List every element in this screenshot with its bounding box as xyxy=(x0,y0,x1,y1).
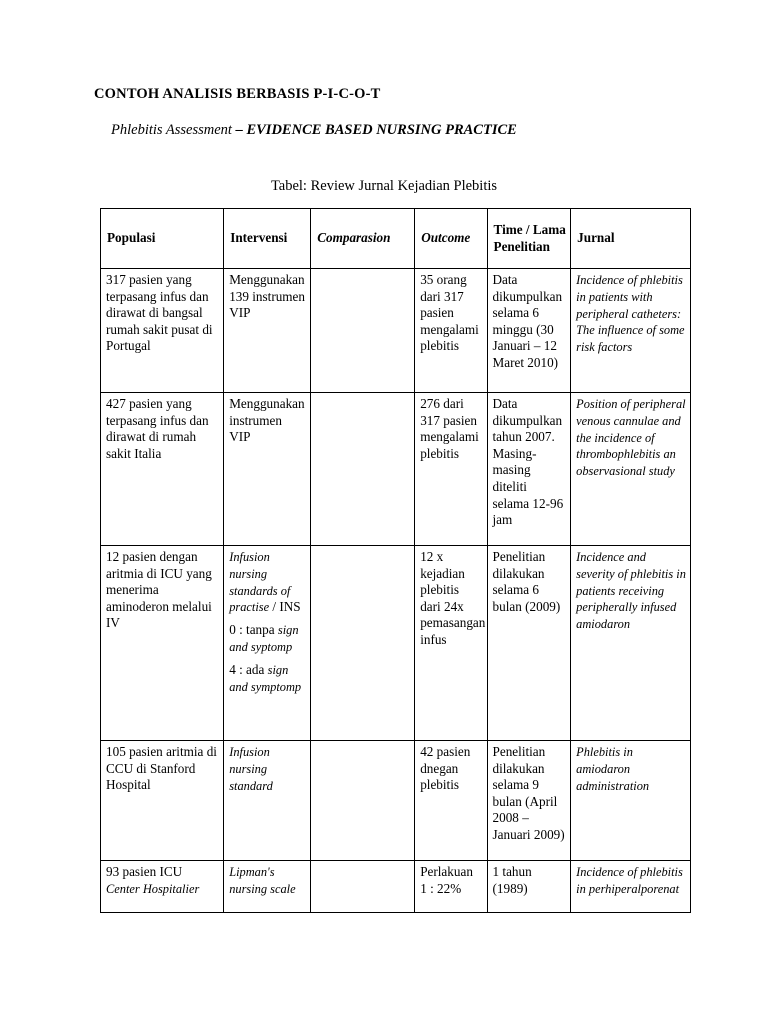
cell-populasi: 105 pasien aritmia di CCU di Stanford Hospital xyxy=(101,741,224,861)
intervensi-suffix: / INS xyxy=(269,599,301,615)
cell-jurnal: Incidence of phlebitis in perhiperalporenat xyxy=(571,861,691,913)
table-header-row xyxy=(101,209,691,269)
cell-comparasion xyxy=(311,546,415,741)
document-heading: CONTOH ANALISIS BERBASIS P-I-C-O-T xyxy=(94,86,381,102)
cell-outcome: 42 pasien dnegan plebitis xyxy=(415,741,487,861)
populasi-italic: Center Hospitalier xyxy=(106,881,200,896)
header-jurnal: Jurnal xyxy=(571,209,691,269)
cell-time: Data dikumpulkan selama 6 minggu (30 Januari – 12 Maret 2010) xyxy=(487,269,571,393)
cell-jurnal: Incidence and severity of phlebitis in patients receiving peripherally infused amiodaron xyxy=(571,546,691,741)
note1-italic: sign and syptomp xyxy=(229,623,299,654)
cell-intervensi: Infusion nursing standard xyxy=(224,741,311,861)
subtitle-italic: Phlebitis Assessment xyxy=(111,122,232,138)
cell-outcome: 276 dari 317 pasien mengalami plebitis xyxy=(415,393,487,546)
cell-intervensi: Menggunakan 139 instrumen VIP xyxy=(224,269,311,393)
cell-comparasion xyxy=(311,269,415,393)
cell-time: 1 tahun (1989) xyxy=(487,861,571,913)
note2-prefix: 4 : ada xyxy=(229,661,268,677)
cell-outcome: 35 orang dari 317 pasien mengalami plebitis xyxy=(415,269,487,393)
table-row xyxy=(101,269,691,393)
cell-intervensi xyxy=(224,546,311,741)
review-table xyxy=(100,208,691,913)
cell-populasi: 12 pasien dengan aritmia di ICU yang menerima aminoderon melalui IV xyxy=(101,546,224,741)
cell-comparasion xyxy=(311,741,415,861)
header-comparasion: Comparasion xyxy=(311,209,415,269)
cell-jurnal: Position of peripheral venous cannulae and the incidence of thrombophlebitis an observasional study xyxy=(571,393,691,546)
cell-jurnal: Incidence of phlebitis in patients with peripheral catheters: The influence of some risk factors xyxy=(571,269,691,393)
cell-outcome: Perlakuan 1 : 22% xyxy=(415,861,487,913)
header-populasi: Populasi xyxy=(101,209,224,269)
cell-time: Penelitian dilakukan selama 6 bulan (2009) xyxy=(487,546,571,741)
cell-populasi xyxy=(101,861,224,913)
populasi-prefix: 93 pasien ICU xyxy=(106,864,183,879)
cell-jurnal: Phlebitis in amiodaron administration xyxy=(571,741,691,861)
intervensi-italic: Infusion nursing standards of practise xyxy=(229,550,291,615)
header-intervensi: Intervensi xyxy=(224,209,311,269)
subtitle-bold: – EVIDENCE BASED NURSING PRACTICE xyxy=(231,122,517,138)
cell-intervensi: Menggunakan instrumen VIP xyxy=(224,393,311,546)
table-caption: Tabel: Review Jurnal Kejadian Plebitis xyxy=(270,178,498,194)
cell-populasi: 317 pasien yang terpasang infus dan dirawat di bangsal rumah sakit pusat di Portugal xyxy=(101,269,224,393)
cell-time: Data dikumpulkan tahun 2007. Masing-masing diteliti selama 12-96 jam xyxy=(487,393,571,546)
cell-comparasion xyxy=(311,861,415,913)
cell-time: Penelitian dilakukan selama 9 bulan (April 2008 – Januari 2009) xyxy=(487,741,571,861)
cell-comparasion xyxy=(311,393,415,546)
note1-prefix: 0 : tanpa xyxy=(229,622,278,638)
table-row xyxy=(101,546,691,741)
table-row xyxy=(101,741,691,861)
cell-outcome: 12 x kejadian plebitis dari 24x pemasangan infus xyxy=(415,546,487,741)
table-row xyxy=(101,861,691,913)
header-outcome: Outcome xyxy=(415,209,487,269)
note2-italic: sign and symptomp xyxy=(229,662,302,694)
document-subtitle xyxy=(111,122,517,139)
cell-populasi: 427 pasien yang terpasang infus dan dirawat di rumah sakit Italia xyxy=(101,393,224,546)
table-row xyxy=(101,393,691,546)
cell-intervensi: Lipman's nursing scale xyxy=(224,861,311,913)
header-time: Time / Lama Penelitian xyxy=(487,209,571,269)
